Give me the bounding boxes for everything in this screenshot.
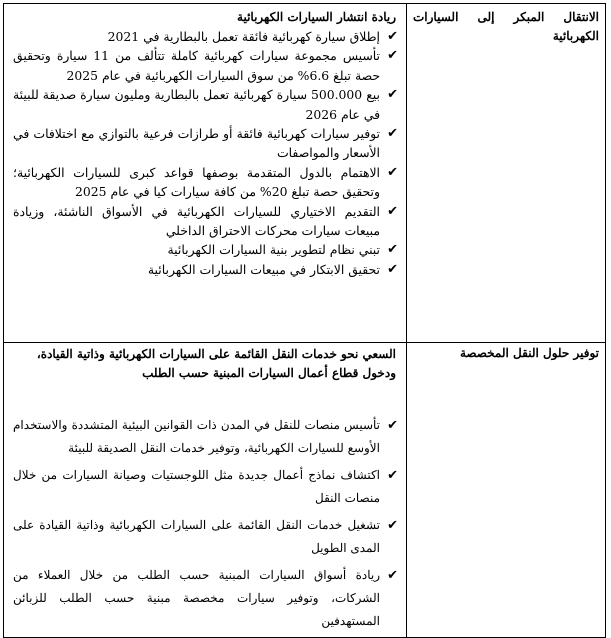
check-mark-icon: ✔ xyxy=(387,418,398,433)
list-item xyxy=(13,260,398,279)
list-item xyxy=(13,202,398,241)
list-item xyxy=(13,414,398,460)
list-item-text: إطلاق سيارة كهربائية فائقة تعمل بالبطارية في 2021 xyxy=(107,29,380,44)
strategy-table xyxy=(3,3,606,638)
goal-cell xyxy=(407,343,606,638)
action-list xyxy=(4,414,406,633)
check-mark-icon: ✔ xyxy=(387,261,398,277)
list-item-text: توفير سيارات كهربائية فائقة أو طرازات فرعية بالتوازي مع اختلافات في الأسعار والمواصفات xyxy=(13,126,380,161)
list-item xyxy=(13,464,398,510)
check-mark-icon: ✔ xyxy=(387,203,398,219)
goal-cell xyxy=(407,4,606,343)
list-item xyxy=(13,240,398,259)
list-item xyxy=(13,124,398,163)
list-item xyxy=(13,514,398,560)
list-item-text: تشغيل خدمات النقل القائمة على السيارات الكهربائية وذاتية القيادة على المدى الطويل xyxy=(13,518,380,555)
check-mark-icon: ✔ xyxy=(387,87,398,103)
list-item-text: الاهتمام بالدول المتقدمة بوصفها قواعد كبرى للسيارات الكهربائية؛ وتحقيق حصة تبلغ 20% من كافة سيارات كيا في عام 2025 xyxy=(13,164,380,200)
list-item xyxy=(13,163,398,202)
list-item-text: تأسيس منصات للنقل في المدن ذات القوانين البيئية المتشددة والاستخدام الأوسع للسيارات الكهربائية، وتوفير خدمات النقل الصديقة للبيئة xyxy=(13,418,380,455)
list-item-text: اكتشاف نماذج أعمال جديدة مثل اللوجستيات وصيانة السيارات من خلال منصات النقل xyxy=(13,468,380,505)
check-mark-icon: ✔ xyxy=(387,48,398,64)
list-item-text: بيع 500.000 سيارة كهربائية تعمل بالبطارية ومليون سيارة صديقة للبيئة في عام 2026 xyxy=(13,87,380,122)
table-row xyxy=(4,343,606,638)
check-mark-icon: ✔ xyxy=(387,568,398,583)
check-mark-icon: ✔ xyxy=(387,518,398,533)
list-item xyxy=(13,85,398,124)
list-item xyxy=(13,27,398,46)
check-mark-icon: ✔ xyxy=(387,126,398,142)
goal-text: الانتقال المبكر إلى السيارات الكهربائية xyxy=(413,10,599,43)
goal-text: توفير حلول النقل المخصصة xyxy=(459,346,599,360)
list-item xyxy=(13,46,398,85)
check-mark-icon: ✔ xyxy=(387,29,398,44)
check-mark-icon: ✔ xyxy=(387,242,398,258)
action-list xyxy=(4,27,406,279)
check-mark-icon: ✔ xyxy=(387,468,398,483)
list-item-text: تبني نظام لتطوير بنية السيارات الكهربائية xyxy=(167,242,380,258)
list-item-text: تحقيق الابتكار في مبيعات السيارات الكهربائية xyxy=(147,261,380,277)
section-heading: ريادة انتشار السيارات الكهربائية xyxy=(237,10,396,24)
list-item-text: التقديم الاختياري للسيارات الكهربائية في الأسواق الناشئة، وزيادة مبيعات سيارات محركات الاحتراق الداخلي xyxy=(13,203,380,239)
section-heading: السعي نحو خدمات النقل القائمة على السيارات الكهربائية وذاتية القيادة، ودخول قطاع أعمال السيارات المبنية حسب الطلب xyxy=(36,347,396,380)
list-item-text: تأسيس مجموعة سيارات كهربائية كاملة تتألف من 11 سيارة وتحقيق حصة تبلغ 6.6% من سوق السيارات الكهربائية في عام 2025 xyxy=(13,48,380,83)
list-item-text: ريادة أسواق السيارات المبنية حسب الطلب من خلال العملاء من الشركات، وتوفير سيارات مخصصة مبنية حسب الطلب للزبائن المستهدفين xyxy=(13,568,380,628)
table-row xyxy=(4,4,606,343)
list-item xyxy=(13,564,398,633)
check-mark-icon: ✔ xyxy=(387,164,398,180)
detail-cell xyxy=(4,4,407,343)
detail-cell xyxy=(4,343,407,638)
